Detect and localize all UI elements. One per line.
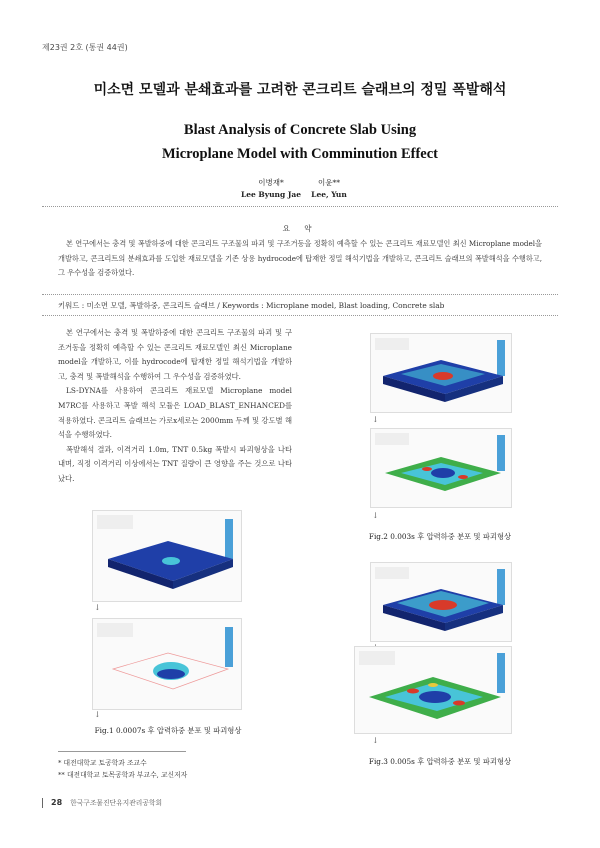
body-paragraph-3: 폭발해석 결과, 이격거리 1.0m, TNT 0.5kg 폭발시 파괴형상을 나타내며, 직정 이격거리 이상에서는 TNT 질량이 큰 영향을 주는 것으로 나타났다. <box>58 444 292 483</box>
body-text <box>58 326 292 487</box>
body-paragraph-2: LS-DYNA를 사용하여 콘크리트 재료모델 Microplane model M7RC를 사용하고 폭발 해석 모듈은 LOAD_BLAST_ENHANCED를 적용하였다. 콘크리트 슬래브는 가로x세로는 2000mm 두께 및 강도별 해석을 수행하였다. <box>58 386 292 440</box>
fig3-arrow-2: ↓ <box>372 736 379 745</box>
page-footer <box>42 797 162 808</box>
fig2-image-top <box>370 333 512 413</box>
fig2-caption: Fig.2 0.003s 후 압력하중 분포 및 파괴형상 <box>368 532 512 541</box>
divider-keywords-bottom <box>42 315 558 316</box>
fig1-image-bottom <box>92 618 242 710</box>
fig1-arrow-2: ↓ <box>94 710 101 719</box>
author-1-korean: 이병재* <box>258 178 284 187</box>
korean-title: 미소면 모델과 분쇄효과를 고려한 콘크리트 슬래브의 정밀 폭발해석 <box>93 82 507 98</box>
footnote-1: * 대전대학교 토공학과 조교수 <box>58 759 147 767</box>
abstract-text: 본 연구에서는 충격 및 폭발하중에 대한 콘크리트 구조물의 파괴 및 구조거동을 정확히 예측할 수 있는 콘크리트 재료모델인 최신 Microplane model을 개발하고, 콘크리트의 분쇄효과를 도입한 재료모델을 기존 상용 hydrocode에 탑재한 정밀 해석기법을 개발하고, 콘크리트 슬래브의 폭발해석을 수행하고, 그 우수성을 검증하였다. <box>58 239 542 277</box>
fig3-image-bottom <box>354 646 512 734</box>
footer-bar <box>42 798 43 808</box>
fig2-arrow-2: ↓ <box>372 511 379 520</box>
divider-top <box>42 206 558 207</box>
divider-keywords-top <box>42 294 558 295</box>
author-2 <box>284 177 374 201</box>
footnote-divider <box>58 751 186 752</box>
fig3-image-top <box>370 562 512 642</box>
publisher-name: 한국구조물진단유지관리공학회 <box>70 799 163 807</box>
fig2-image-bottom <box>370 428 512 508</box>
body-paragraph-1: 본 연구에서는 충격 및 폭발하중에 대한 콘크리트 구조물의 파괴 및 구조거동을 정확히 예측할 수 있는 콘크리트 재료모델인 최신 Microplane model을 개발하고, 이를 hydrocode에 탑재한 정밀 해석기법을 개발하고, 충격 및 폭발해석을 수행하여 그 우수성을 검증하였다. <box>58 328 292 381</box>
abstract-heading: 요 약 <box>282 224 318 233</box>
author-2-english: Lee, Yun <box>311 190 347 199</box>
fig1-arrow-1: ↓ <box>94 603 101 612</box>
fig1-image-top <box>92 510 242 602</box>
page-number: 28 <box>51 798 63 807</box>
fig1-caption: Fig.1 0.0007s 후 압력하중 분포 및 파괴형상 <box>94 726 242 735</box>
volume-header: 제23권 2호 (통권 44권) <box>42 43 128 52</box>
author-2-korean: 이윤** <box>318 178 340 187</box>
english-title-line1: Blast Analysis of Concrete Slab Using <box>183 122 417 138</box>
english-title-line2: Microplane Model with Comminution Effect <box>161 146 438 162</box>
fig2-arrow-1: ↓ <box>372 415 379 424</box>
fig3-caption: Fig.3 0.005s 후 압력하중 분포 및 파괴형상 <box>368 757 512 766</box>
author-1-english: Lee Byung Jae <box>240 190 302 199</box>
keywords: 키워드 : 미소면 모델, 폭발하중, 콘크리트 슬래브 / Keywords : Microplane model, Blast loading, Concrete slab <box>58 301 445 310</box>
footnote-2: ** 대전대학교 토목공학과 부교수, 교신저자 <box>58 771 188 779</box>
